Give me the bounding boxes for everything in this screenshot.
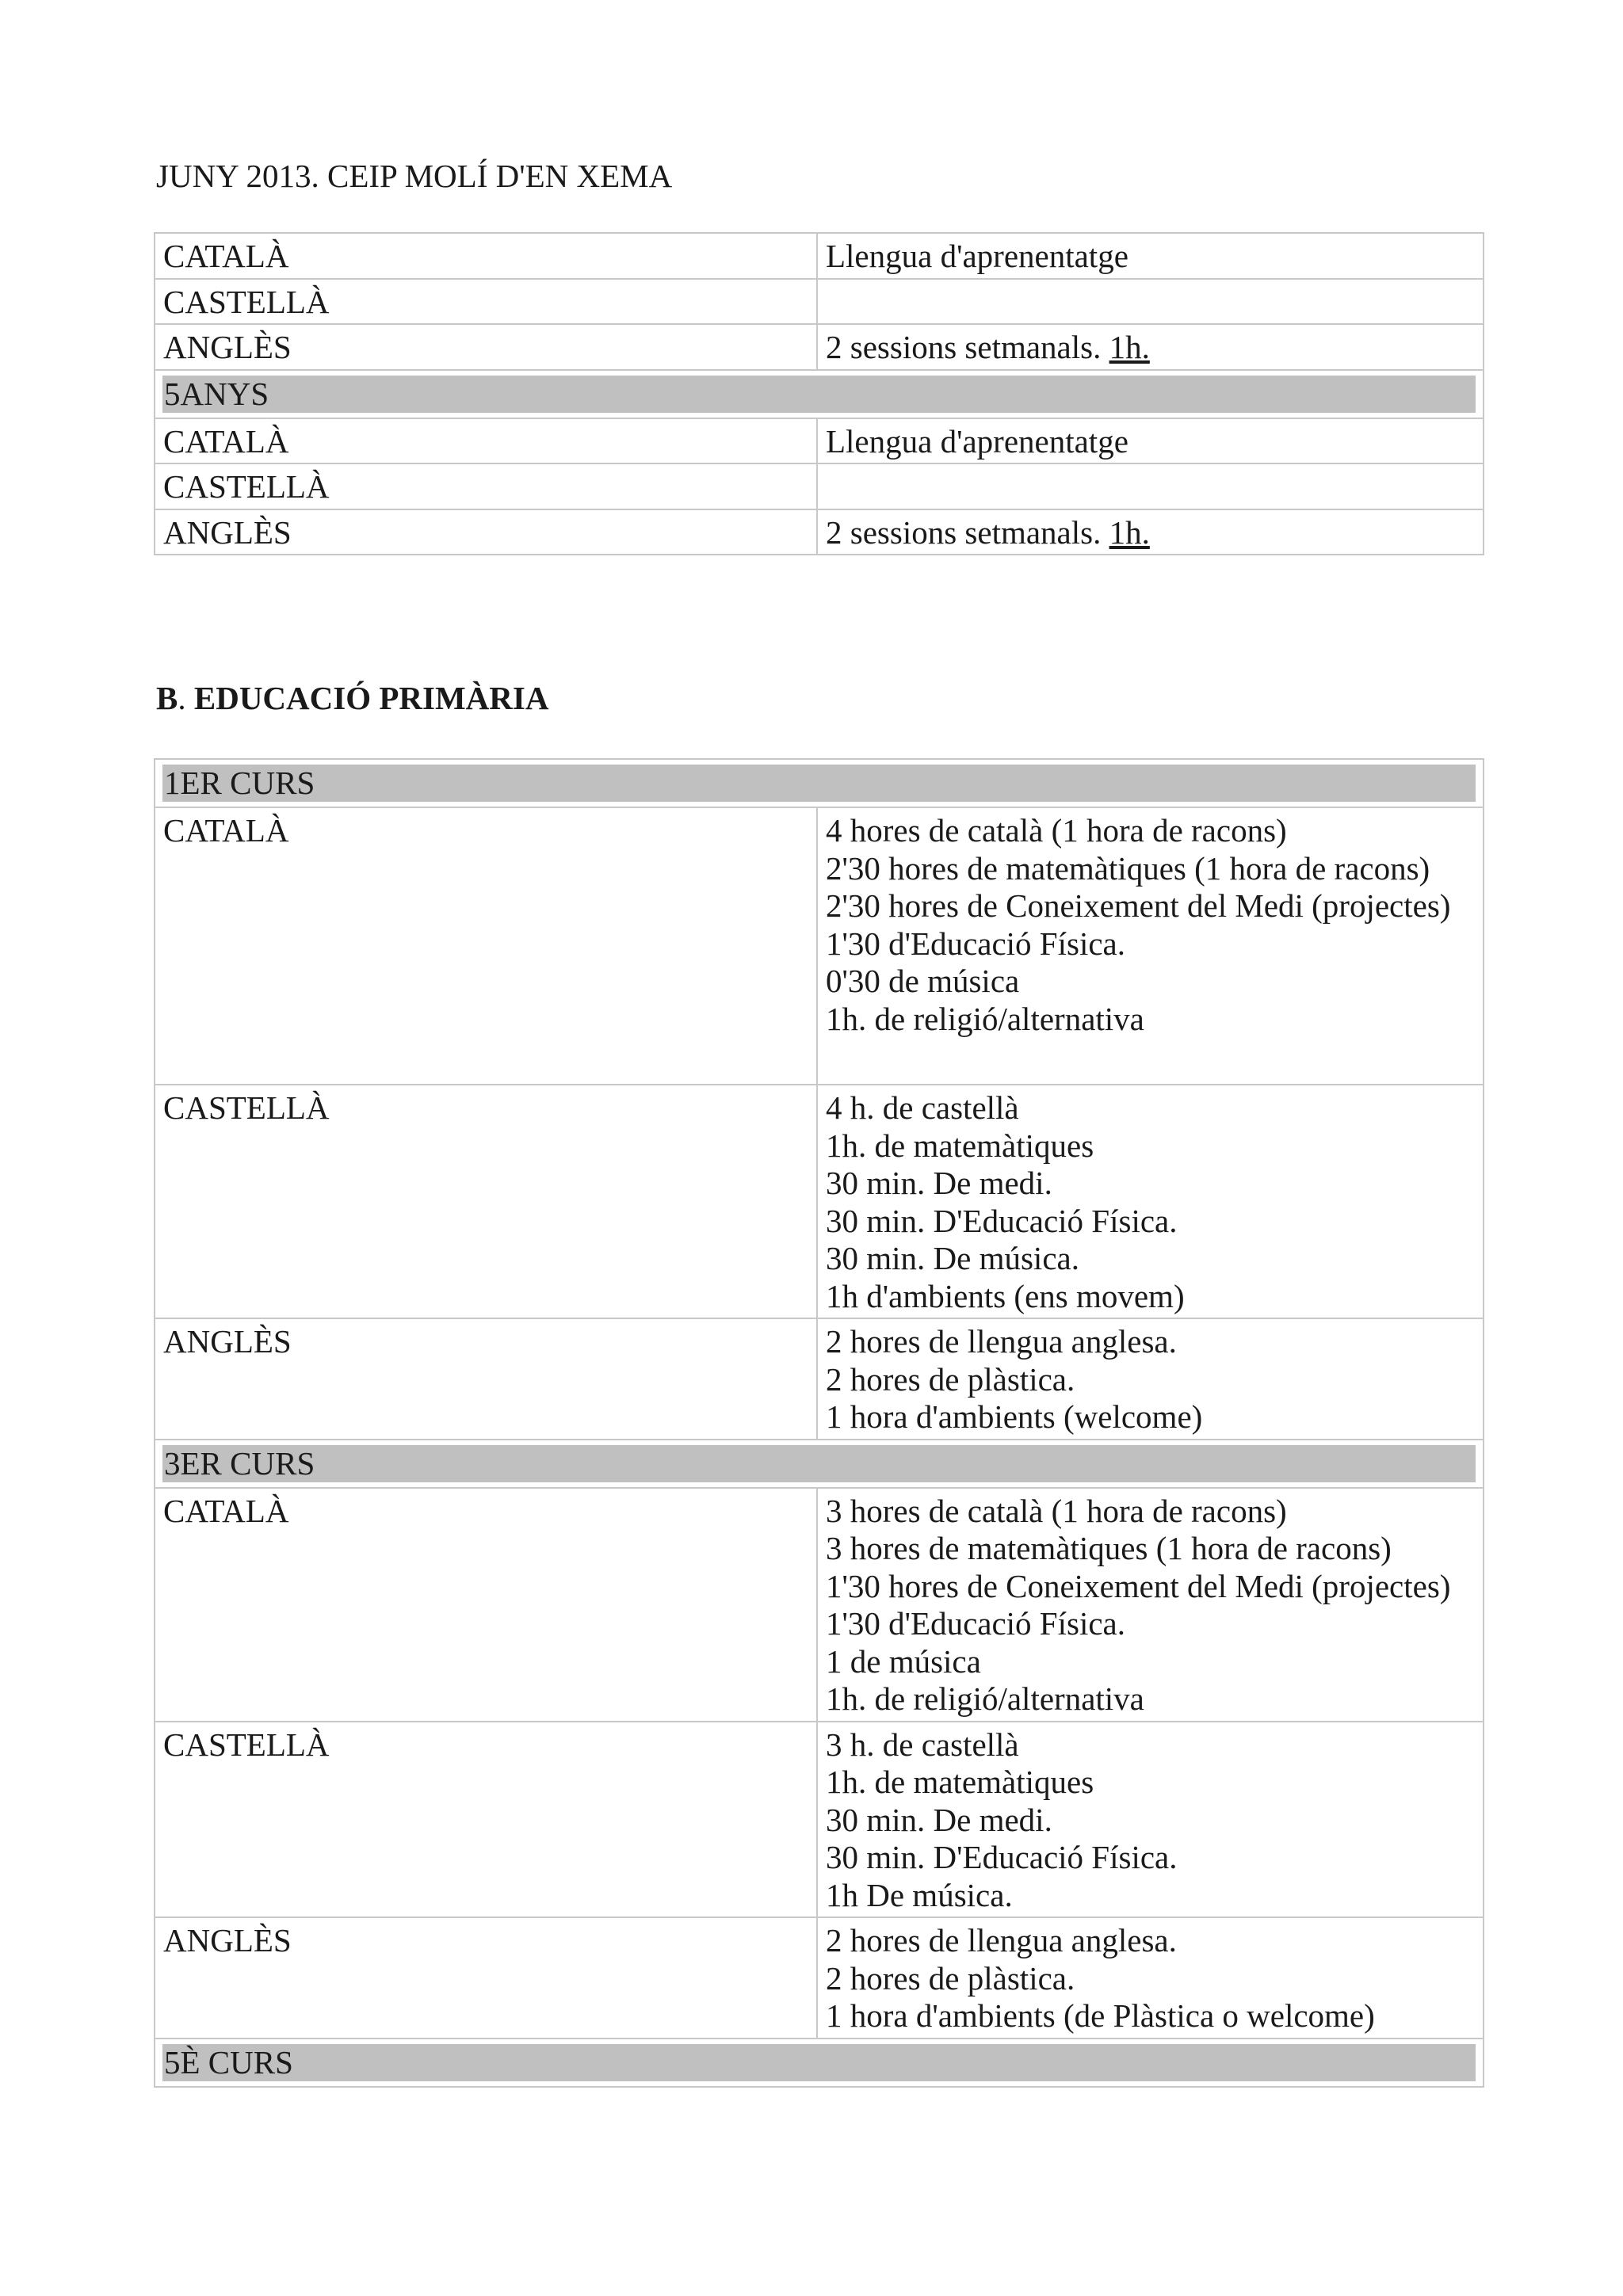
hours-cell [817,324,1484,370]
section-letter: B [156,680,178,716]
language-cell: CATALÀ [155,1488,817,1722]
table-row [155,1722,1484,1918]
language-cell: CASTELLÀ [155,279,817,325]
table-row [155,509,1484,555]
hours-cell [817,279,1484,325]
section-title: EDUCACIÓ PRIMÀRIA [185,680,549,716]
table-row [155,324,1484,370]
section-heading [156,677,548,719]
group-band-row [155,759,1484,807]
table-row [155,463,1484,509]
hours-cell: 2 hores de llengua anglesa. 2 hores de plàstica. 1 hora d'ambients (welcome) [817,1318,1484,1440]
group-band-cell [155,1440,1484,1488]
hours-cell: 4 h. de castellà 1h. de matemàtiques 30 min. De medi. 30 min. D'Educació Física. 30 min. De música. 1h d'ambients (ens movem) [817,1085,1484,1318]
section-dot: . [178,680,186,716]
group-band-row [155,2039,1484,2087]
language-cell: CASTELLÀ [155,1722,817,1918]
group-band-label: 3ER CURS [162,1445,1476,1482]
group-band-row [155,370,1484,418]
language-cell: CASTELLÀ [155,1085,817,1318]
group-band-label: 1ER CURS [162,765,1476,802]
infantil-language-table [154,232,1484,555]
group-band-label: 5È CURS [162,2044,1476,2081]
hours-cell: Llengua d'aprenentatge [817,233,1484,279]
hours-text: 2 sessions setmanals. [826,513,1109,551]
language-cell: ANGLÈS [155,324,817,370]
table-row [155,807,1484,1085]
hours-cell [817,509,1484,555]
table-row [155,418,1484,464]
hours-cell [817,463,1484,509]
page-title: JUNY 2013. CEIP MOLÍ D'EN XEMA [156,158,673,194]
hours-cell: Llengua d'aprenentatge [817,418,1484,464]
hours-cell: 3 hores de català (1 hora de racons) 3 hores de matemàtiques (1 hora de racons) 1'30 hores de Coneixement del Medi (projectes) 1'30 d'Educació Física. 1 de música 1h. de religió/alternativa [817,1488,1484,1722]
group-band-row [155,1440,1484,1488]
table-row [155,1917,1484,2039]
language-cell: ANGLÈS [155,1318,817,1440]
hours-underlined-text: 1h. [1109,513,1150,551]
hours-cell: 2 hores de llengua anglesa. 2 hores de plàstica. 1 hora d'ambients (de Plàstica o welcome) [817,1917,1484,2039]
hours-underlined-text: 1h. [1109,329,1150,365]
group-band-cell [155,759,1484,807]
primaria-schedule-table [154,758,1484,2088]
table-row [155,233,1484,279]
language-cell: CATALÀ [155,807,817,1085]
hours-text: 2 sessions setmanals. [826,329,1109,365]
hours-cell: 3 h. de castellà 1h. de matemàtiques 30 min. De medi. 30 min. D'Educació Física. 1h De música. [817,1722,1484,1918]
table-row [155,279,1484,325]
language-cell: ANGLÈS [155,1917,817,2039]
group-band-cell [155,370,1484,418]
table-row [155,1085,1484,1318]
language-cell: CASTELLÀ [155,463,817,509]
table-row [155,1488,1484,1722]
group-band-label: 5ANYS [162,376,1476,413]
language-cell: CATALÀ [155,233,817,279]
group-band-cell [155,2039,1484,2087]
hours-cell: 4 hores de català (1 hora de racons) 2'30 hores de matemàtiques (1 hora de racons) 2'30 hores de Coneixement del Medi (projectes) 1'30 d'Educació Física. 0'30 de música 1h. de religió/alternativa [817,807,1484,1085]
language-cell: CATALÀ [155,418,817,464]
table-row [155,1318,1484,1440]
language-cell: ANGLÈS [155,509,817,555]
